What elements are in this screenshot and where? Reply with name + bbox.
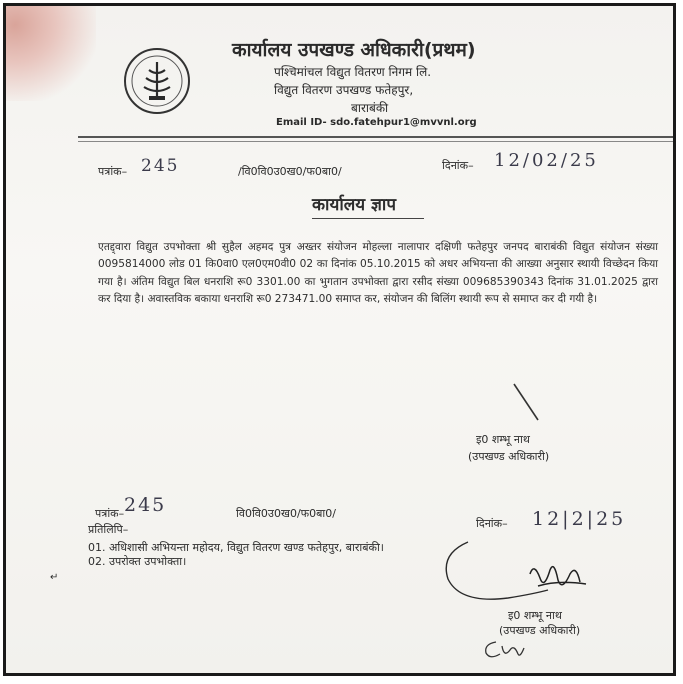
- reference-label: पत्रांक–: [98, 165, 128, 178]
- signature-icon: [438, 534, 598, 612]
- copy-item: 01. अधिशासी अभियन्ता महोदय, विद्युत वितरण खण्ड फतेहपुर, बाराबंकी।: [88, 541, 384, 554]
- subject-underline: [312, 218, 424, 219]
- office-title: कार्यालय उपखण्ड अधिकारी(प्रथम): [232, 39, 476, 61]
- reference2-number: 245: [124, 494, 167, 516]
- copy-item: 02. उपरोक्त उपभोक्ता।: [88, 555, 187, 568]
- organization-logo-icon: [122, 46, 192, 116]
- body-paragraph: एतद्द्वारा विद्युत उपभोक्ता श्री सुहैल अहमद पुत्र अख्तर संयोजन मोहल्ला नालापार दक्षिणी फतेहपुर जनपद बाराबंकी विद्युत संयोजन संख्या 0095814000 लोड 01 कि0वा0 एल0एम0वी0 02 का दिनांक 05.10.2015 को अधर अभियन्ता की आख्या अनुसार स्थायी विच्छेदन किया गया है। अंतिम विद्युत बिल धनराशि रू0 3301.00 का भुगतान उपभोक्ता द्वारा रसीद संख्या 009685390343 दिनांक 31.01.2025 द्वारा कर दिया है। अवास्तविक बकाया धनराशि रू0 273471.00 समाप्त कर, संयोजन की बिलिंग स्थायी रूप से समाप्त कर दी गयी है।: [98, 241, 658, 305]
- signatory-name: इ0 शम्भू नाथ: [476, 433, 530, 446]
- signature-stroke-icon: [512, 382, 540, 422]
- company-name: पश्चिमांचल विद्युत वितरण निगम लि.: [274, 65, 432, 79]
- copy-to-label: प्रतिलिपि–: [88, 523, 129, 536]
- signatory2-designation: (उपखण्ड अधिकारी): [499, 624, 581, 637]
- reference2-department: वि0वि0उ0ख0/फ0बा0/: [236, 507, 336, 520]
- signatory2-name: इ0 शम्भू नाथ: [508, 609, 562, 622]
- initials-icon: [482, 636, 526, 662]
- corner-shadow: [6, 6, 96, 101]
- reference-number: 245: [141, 156, 180, 176]
- date2-label: दिनांक–: [476, 517, 508, 530]
- reference-department: /वि0वि0उ0ख0/फ0बा0/: [238, 165, 342, 178]
- date-value: 12/02/25: [494, 150, 599, 171]
- date2-value: 12|2|25: [532, 508, 627, 530]
- subdivision-name: विद्युत वितरण उपखण्ड फतेहपुर,: [274, 83, 414, 97]
- header-rule-thin: [78, 141, 676, 142]
- header-rule: [78, 136, 676, 138]
- reference2-label: पत्रांक–: [95, 507, 125, 520]
- signatory-designation: (उपखण्ड अधिकारी): [468, 450, 550, 463]
- margin-mark: ↵: [50, 572, 59, 583]
- date-label: दिनांक–: [442, 159, 474, 172]
- document-frame: [3, 3, 676, 676]
- subject-heading: कार्यालय ज्ञाप: [312, 195, 396, 215]
- district-name: बाराबंकी: [351, 101, 389, 115]
- email-line: Email ID- sdo.fatehpur1@mvvnl.org: [276, 117, 477, 128]
